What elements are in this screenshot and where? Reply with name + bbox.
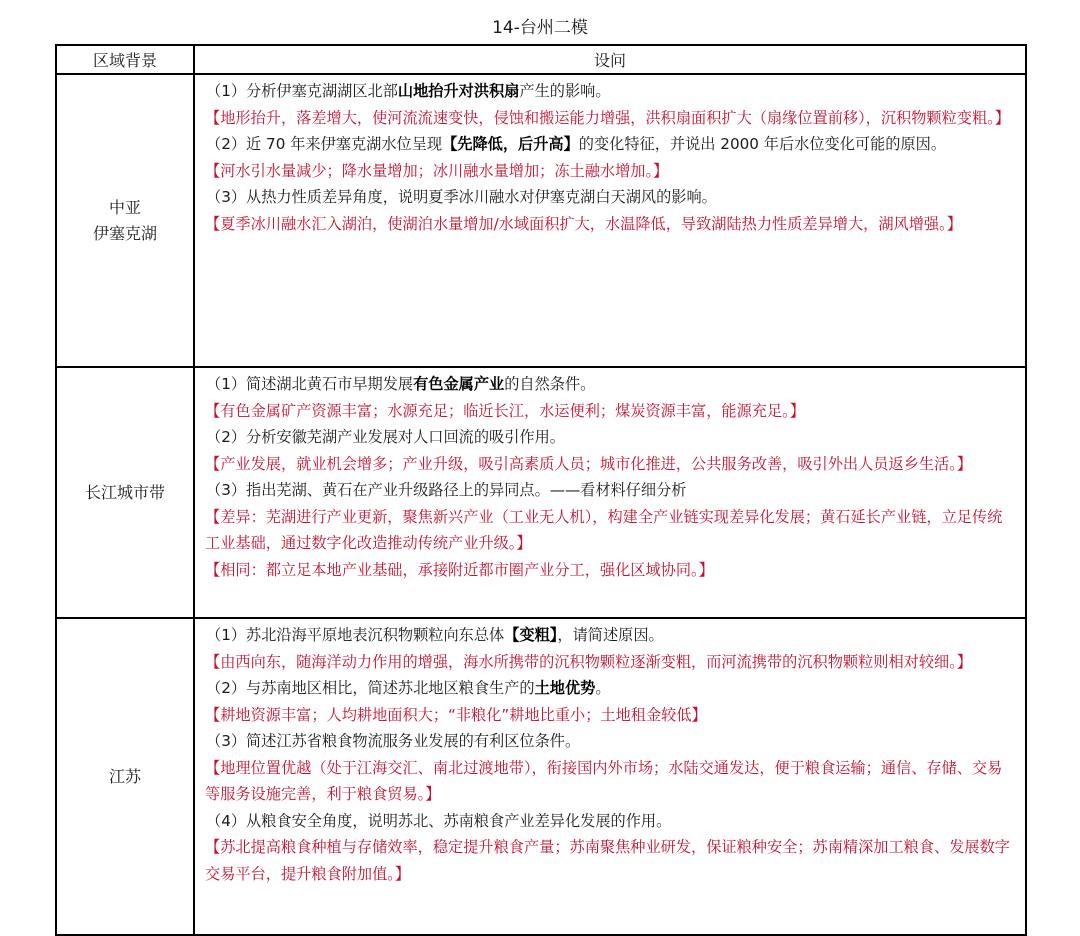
answer-text: 【苏北提高粮食种植与存储效率，稳定提升粮食产量；苏南聚焦种业研发，保证粮种安全；苏南精深加工粮食、发展数字交易平台，提升粮食附加值。】: [205, 838, 1010, 883]
question-fragment: （3）从热力性质差异角度，说明夏季冰川融水对伊塞克湖白天湖风的影响。: [206, 188, 717, 206]
answer-text: 【差异：芜湖进行产业更新，聚焦新兴产业（工业无人机），构建全产业链实现差异化发展；黄石延长产业链，立足传统工业基础，通过数字化改造推动传统产业升级。】: [205, 507, 1003, 552]
section-row: [56, 74, 1026, 367]
highlight-term: 山地抬升对洪积扇: [397, 82, 520, 100]
question-cell: [194, 74, 1026, 367]
table-body: [56, 74, 1026, 935]
highlight-term: 【变粗】: [504, 626, 558, 644]
question-fragment: （2）与苏南地区相比，简述苏北地区粮食生产的: [206, 679, 535, 697]
question-text: [205, 131, 1017, 158]
question-fragment: （2）近 70 年来伊塞克湖水位呈现: [206, 135, 443, 153]
question-fragment: （1）分析伊塞克湖湖区北部: [206, 82, 398, 100]
question-fragment: （1）简述湖北黄石市早期发展: [206, 375, 414, 393]
question-table: [55, 44, 1027, 936]
question-fragment: 的变化特征，并说出 2000 年后水位变化可能的原因。: [578, 135, 947, 153]
region-cell: [56, 367, 194, 618]
question-text: [205, 78, 1017, 105]
question-fragment: （1）苏北沿海平原地表沉积物颗粒向东总体: [206, 626, 505, 644]
question-text: [205, 622, 1017, 649]
document-title: 14-台州二模: [492, 18, 588, 38]
highlight-term: 【先降低，后升高】: [442, 135, 579, 153]
question-fragment: 产生的影响。: [519, 82, 611, 100]
question-fragment: （2）分析安徽芜湖产业发展对人口回流的吸引作用。: [206, 428, 565, 446]
section-row: [56, 618, 1026, 935]
question-fragment: （3）指出芜湖、黄石在产业升级路径上的异同点。——看材料仔细分析: [206, 481, 687, 499]
highlight-term: 土地优势: [534, 679, 596, 697]
question-text: [205, 477, 1017, 504]
answer-text: 【有色金属矿产资源丰富；水源充足；临近长江，水运便利；煤炭资源丰富，能源充足。】: [205, 401, 805, 420]
question-text: [205, 728, 1017, 755]
answer-text: 【地理位置优越（处于江海交汇、南北过渡地带），衔接国内外市场；水陆交通发达，便于粮食运输；通信、存储、交易等服务设施完善，利于粮食贸易。】: [205, 758, 1003, 803]
question-text: [205, 808, 1017, 835]
header-questions: 设问: [194, 45, 1026, 74]
answer-text: 【产业发展，就业机会增多；产业升级，吸引高素质人员；城市化推进，公共服务改善，吸引外出人员返乡生活。】: [205, 454, 972, 473]
section-row: [56, 367, 1026, 618]
question-cell: [194, 618, 1026, 935]
question-text: [205, 184, 1017, 211]
answer-text: 【地形抬升，落差增大，使河流流速变快，侵蚀和搬运能力增强，洪积扇面积扩大（扇缘位置前移），沉积物颗粒变粗。】: [205, 108, 1010, 127]
highlight-term: 有色金属产业: [413, 375, 505, 393]
answer-text: 【夏季冰川融水汇入湖泊，使湖泊水量增加/水域面积扩大，水温降低，导致湖陆热力性质差异增大，湖风增强。】: [205, 214, 962, 233]
region-cell: [56, 618, 194, 935]
question-fragment: ，请简述原因。: [557, 626, 664, 644]
question-fragment: （3）简述江苏省粮食物流服务业发展的有利区位条件。: [206, 732, 581, 750]
region-cell: [56, 74, 194, 367]
answer-text: 【相同：都立足本地产业基础，承接附近都市圈产业分工，强化区域协同。】: [205, 560, 714, 579]
question-fragment: （4）从粮食安全角度，说明苏北、苏南粮食产业差异化发展的作用。: [206, 811, 672, 830]
answer-text: 【由西向东，随海洋动力作用的增强，海水所携带的沉积物颗粒逐渐变粗，而河流携带的沉积物颗粒则相对较细。】: [205, 652, 972, 671]
question-fragment: 。: [595, 679, 611, 697]
region-label: 江苏: [108, 766, 141, 786]
question-cell: [194, 367, 1026, 618]
region-label: 中亚: [108, 197, 141, 217]
header-region: 区域背景: [56, 45, 194, 74]
question-text: [205, 675, 1017, 702]
region-label: 伊塞克湖: [92, 223, 157, 243]
header-row: [56, 45, 1026, 74]
question-fragment: 的自然条件。: [504, 375, 596, 393]
region-label: 长江城市带: [84, 482, 165, 502]
answer-text: 【河水引水量减少；降水量增加；冰川融水量增加；冻土融水增加。】: [205, 161, 669, 180]
question-text: [205, 371, 1017, 398]
answer-text: 【耕地资源丰富；人均耕地面积大；“非粮化”耕地比重小；土地租金较低】: [205, 705, 707, 724]
question-text: [205, 424, 1017, 451]
